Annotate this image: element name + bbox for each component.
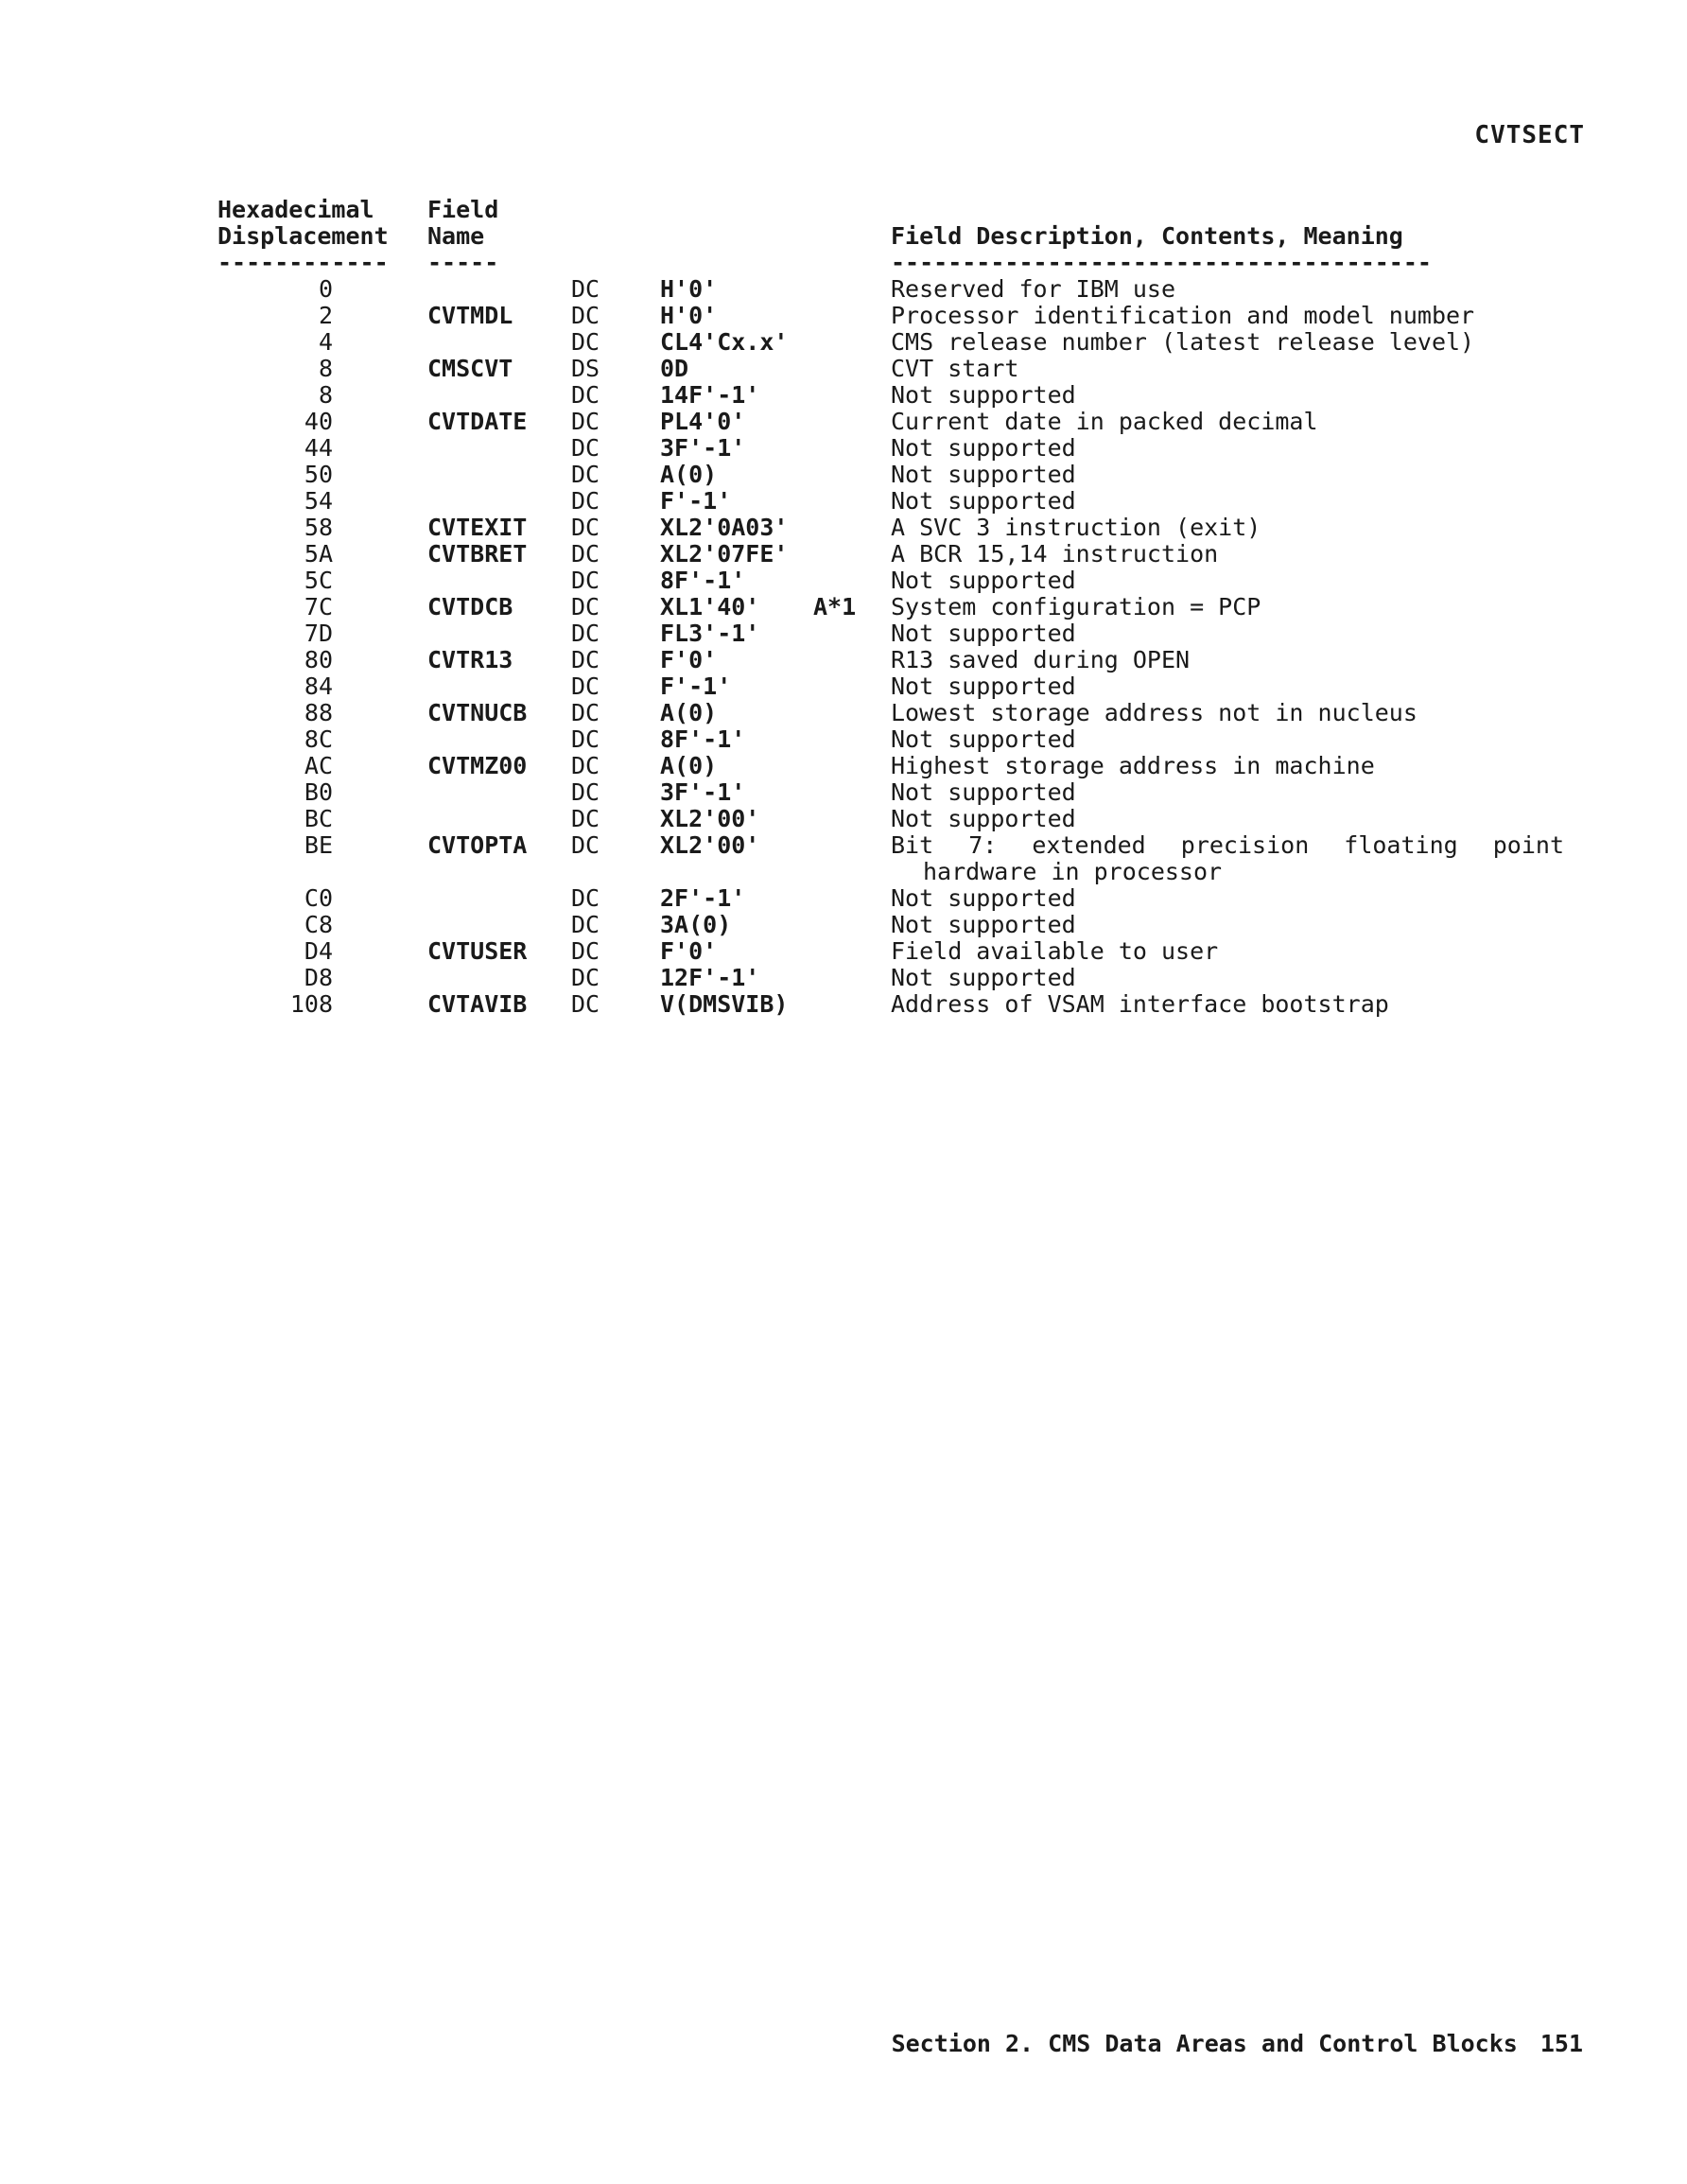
operand-cell: V(DMSVIB) [660,990,789,1018]
table-row [189,673,1608,700]
displacement-cell: 5C [304,567,333,594]
displacement-cell: 8 [318,355,333,382]
description-justified [891,832,1564,859]
operand-cell: XL2'07FE' [660,540,789,568]
table-row [189,594,1608,620]
displacement-rule: ------------ [217,249,389,276]
description-cell: CMS release number (latest release level) [891,328,1475,356]
displacement-cell: 5A [304,540,333,568]
operand-cell: 12F'-1' [660,964,760,991]
displacement-cell: 7D [304,620,333,647]
description-rule: -------------------------------------- [891,249,1432,276]
table-row [189,541,1608,568]
directive-cell: DC [571,593,600,620]
directive-cell: DS [571,355,600,382]
operand-cell: A(0) [660,461,718,488]
displacement-cell: AC [304,752,333,779]
description-cell: Not supported [891,805,1076,832]
table-row [189,726,1608,753]
description-word: floating [1344,831,1458,859]
table-row [189,700,1608,726]
description-cell: Not supported [891,778,1076,806]
header-line-1 [189,197,1608,223]
operand-cell: FL3'-1' [660,620,760,647]
footer-section-title: Section 2. CMS Data Areas and Control Blocks [891,2030,1518,2057]
displacement-cell: C8 [304,911,333,938]
operand-cell: XL2'0A03' [660,514,789,541]
page-footer [892,2030,1583,2057]
operand-cell: XL1'40' [660,593,760,620]
displacement-cell: 2 [318,302,333,329]
operand-cell: 8F'-1' [660,567,746,594]
description-word: Bit [891,831,934,859]
directive-cell: DC [571,990,600,1018]
description-cell: Current date in packed decimal [891,408,1318,435]
field-name-cell: CVTEXIT [427,514,528,541]
field-name-cell: CVTBRET [427,540,528,568]
description-cell: Not supported [891,567,1076,594]
field-name-cell: CVTUSER [427,937,528,965]
description-cell: Lowest storage address not in nucleus [891,699,1417,726]
directive-cell: DC [571,540,600,568]
directive-cell: DC [571,302,600,329]
displacement-cell: D4 [304,937,333,965]
operand-cell: 2F'-1' [660,884,746,912]
table-row [189,409,1608,435]
directive-cell: DC [571,381,600,409]
table-row [189,435,1608,462]
directive-cell: DC [571,937,600,965]
table-row [189,382,1608,409]
displacement-cell: 44 [304,434,333,462]
directive-cell: DC [571,620,600,647]
displacement-cell: 8C [304,725,333,753]
table-row [189,753,1608,779]
description-cell: A SVC 3 instruction (exit) [891,514,1261,541]
description-cell: Not supported [891,487,1076,515]
description-cell: Not supported [891,911,1076,938]
displacement-cell: 4 [318,328,333,356]
field-name-cell: CVTMZ00 [427,752,528,779]
description-word: 7: [968,831,998,859]
table-row [189,462,1608,488]
table-row [189,329,1608,356]
description-cell: R13 saved during OPEN [891,646,1191,673]
directive-cell: DC [571,911,600,938]
field-name-cell: CVTOPTA [427,831,528,859]
table-row [189,806,1608,832]
description-cell: Not supported [891,381,1076,409]
header-name-2: Name [427,222,485,250]
description-cell: Field available to user [891,937,1219,965]
directive-cell: DC [571,699,600,726]
description-cell: Not supported [891,620,1076,647]
operand-cell: 3F'-1' [660,434,746,462]
operand-cell: A(0) [660,752,718,779]
directive-cell: DC [571,514,600,541]
field-table [189,197,1608,1018]
displacement-cell: BE [304,831,333,859]
displacement-cell: D8 [304,964,333,991]
directive-cell: DC [571,673,600,700]
operand-cell: F'0' [660,646,718,673]
page-header: CVTSECT [1474,121,1585,149]
description-cell: Not supported [891,964,1076,991]
table-row [189,991,1608,1018]
table-row [189,488,1608,515]
description-continuation: hardware in processor [923,858,1223,885]
description-cell: Processor identification and model number [891,302,1475,329]
description-word: point [1492,831,1564,859]
directive-cell: DC [571,434,600,462]
displacement-cell: 88 [304,699,333,726]
directive-cell: DC [571,461,600,488]
description-word: extended [1032,831,1146,859]
description-cell: Not supported [891,461,1076,488]
table-row [189,965,1608,991]
table-row [189,276,1608,303]
name-rule: ----- [427,249,499,276]
field-name-cell: CVTAVIB [427,990,528,1018]
operand-cell: F'0' [660,937,718,965]
operand-cell: F'-1' [660,487,732,515]
description-cell: Not supported [891,725,1076,753]
header-name-1: Field [427,196,499,223]
header-description: Field Description, Contents, Meaning [891,222,1403,250]
operand-cell: 3A(0) [660,911,732,938]
operand-cell: A(0) [660,699,718,726]
table-row [189,356,1608,382]
displacement-cell: 80 [304,646,333,673]
displacement-cell: 8 [318,381,333,409]
directive-cell: DC [571,567,600,594]
operand-cell: 8F'-1' [660,725,746,753]
table-row [189,832,1608,859]
description-cell: Address of VSAM interface bootstrap [891,990,1389,1018]
directive-cell: DC [571,831,600,859]
field-name-cell: CVTDATE [427,408,528,435]
description-cell: Not supported [891,434,1076,462]
directive-cell: DC [571,408,600,435]
table-row [189,912,1608,938]
description-cell: Not supported [891,673,1076,700]
displacement-cell: 54 [304,487,333,515]
operand-cell: 3F'-1' [660,778,746,806]
table-row [189,779,1608,806]
operand-cell: 14F'-1' [660,381,760,409]
field-name-cell: CVTNUCB [427,699,528,726]
directive-cell: DC [571,964,600,991]
operand-cell: PL4'0' [660,408,746,435]
table-row [189,620,1608,647]
extra-cell: A*1 [813,593,857,620]
operand-cell: CL4'Cx.x' [660,328,789,356]
description-cell: Reserved for IBM use [891,275,1176,303]
displacement-cell: 58 [304,514,333,541]
table-row [189,515,1608,541]
header-line-2 [189,223,1608,250]
displacement-cell: 108 [289,990,333,1018]
description-cell: A BCR 15,14 instruction [891,540,1219,568]
description-word: precision [1180,831,1310,859]
displacement-cell: 0 [318,275,333,303]
operand-cell: 0D [660,355,689,382]
field-name-cell: CVTMDL [427,302,513,329]
operand-cell: H'0' [660,302,718,329]
table-row-continuation [189,859,1608,885]
table-row [189,647,1608,673]
directive-cell: DC [571,275,600,303]
displacement-cell: 84 [304,673,333,700]
directive-cell: DC [571,752,600,779]
page-number: 151 [1539,2030,1583,2057]
displacement-cell: 40 [304,408,333,435]
table-body [189,276,1608,1018]
field-name-cell: CVTDCB [427,593,513,620]
table-row [189,303,1608,329]
directive-cell: DC [571,646,600,673]
field-name-cell: CVTR13 [427,646,513,673]
table-row [189,885,1608,912]
operand-cell: F'-1' [660,673,732,700]
directive-cell: DC [571,487,600,515]
directive-cell: DC [571,884,600,912]
displacement-cell: 50 [304,461,333,488]
directive-cell: DC [571,805,600,832]
description-cell: System configuration = PCP [891,593,1261,620]
header-rule [189,250,1608,276]
header-displacement-2: Displacement [217,222,389,250]
table-row [189,568,1608,594]
directive-cell: DC [571,725,600,753]
operand-cell: XL2'00' [660,805,760,832]
table-row [189,938,1608,965]
header-displacement-1: Hexadecimal [217,196,374,223]
field-name-cell: CMSCVT [427,355,513,382]
displacement-cell: B0 [304,778,333,806]
operand-cell: XL2'00' [660,831,760,859]
directive-cell: DC [571,328,600,356]
displacement-cell: 7C [304,593,333,620]
directive-cell: DC [571,778,600,806]
description-cell: Not supported [891,884,1076,912]
description-cell: CVT start [891,355,1019,382]
operand-cell: H'0' [660,275,718,303]
displacement-cell: BC [304,805,333,832]
displacement-cell: C0 [304,884,333,912]
description-cell: Highest storage address in machine [891,752,1375,779]
